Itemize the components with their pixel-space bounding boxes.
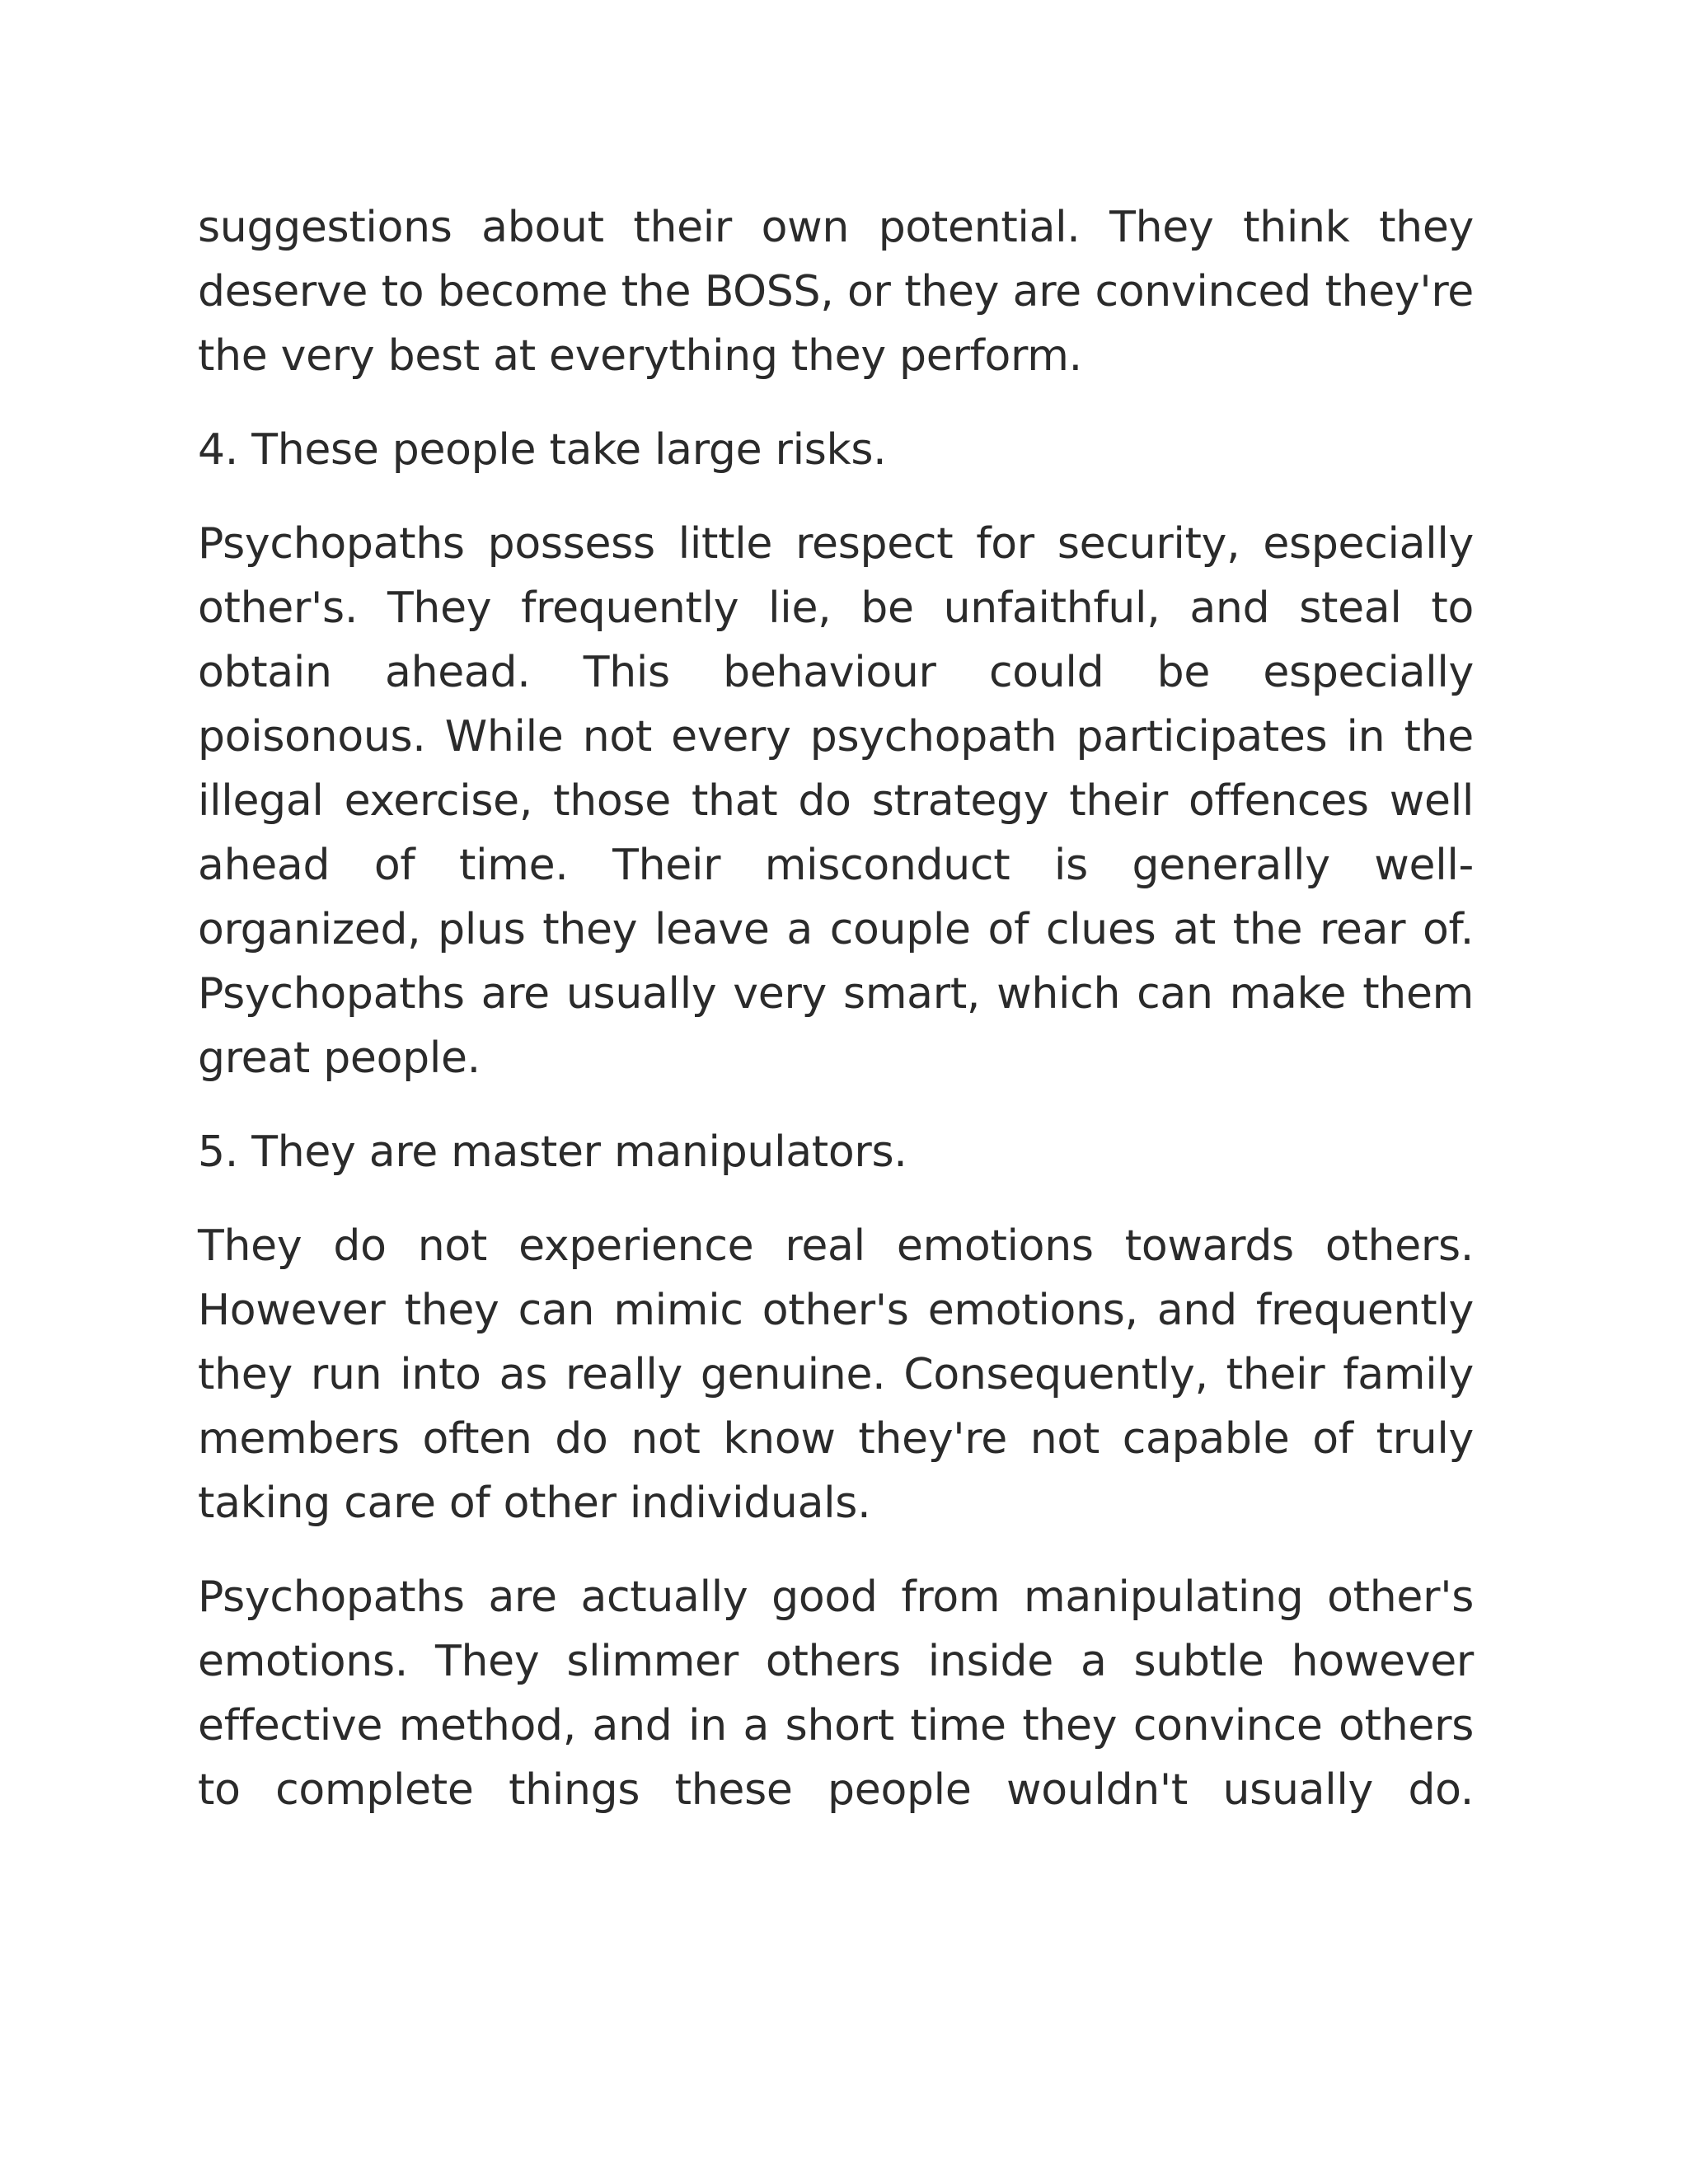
- heading-master-manipulators: 5. They are master manipulators.: [198, 1127, 907, 1177]
- paragraph-risks: Psychopaths possess little respect for security, especially other's. They frequently lie, be unfaithful, and steal to obtain ahead. This behaviour could be especially poisonous. While not every psychopath participates in the illegal exercise, those that do strategy their offences well ahead of time. Their misconduct is generally well-organized, plus they leave a couple of clues at the rear of. Psychopaths are usually very smart, which can make them great people.: [198, 519, 1474, 1083]
- heading-large-risks: 4. These people take large risks.: [198, 425, 887, 475]
- paragraph-manipulation: Psychopaths are actually good from manipulating other's emotions. They slimmer others inside a subtle however effective method, and in a short time they convince others to complete things these people wouldn't usually do.: [198, 1572, 1474, 1815]
- paragraph-emotions: They do not experience real emotions towards others. However they can mimic other's emotions, and frequently they run into as really genuine. Consequently, their family members often do not know they're not capable of truly taking care of other individuals.: [198, 1221, 1474, 1528]
- document-page: [198, 195, 1474, 1852]
- paragraph-self-assessment: suggestions about their own potential. They think they deserve to become the BOSS, or they are convinced they're the very best at everything they perform.: [198, 203, 1474, 381]
